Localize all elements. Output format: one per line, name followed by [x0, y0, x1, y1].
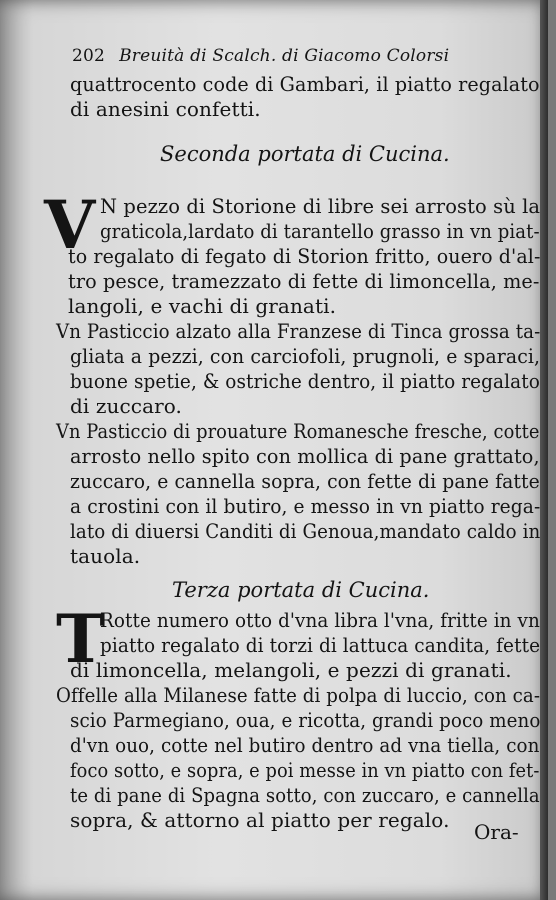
drop-cap-v: V	[44, 186, 96, 264]
text-line: tro pesce, tramezzato di fette di limoncella, me-	[68, 269, 540, 293]
page-edge	[540, 0, 548, 900]
text-line: di zuccaro.	[70, 394, 183, 418]
text-line: scio Parmegiano, oua, e ricotta, grandi poco meno	[70, 708, 541, 732]
drop-cap-t: T	[56, 600, 106, 678]
catchword: Ora-	[474, 820, 519, 844]
text-line: Vn Pasticcio di prouature Romanesche fresche, cotte	[56, 419, 540, 443]
text-line: foco sotto, e sopra, e poi messe in vn piatto con fet-	[70, 758, 540, 782]
text-line: Vn Pasticcio alzato alla Franzese di Tinca grossa ta-	[56, 319, 541, 343]
text-line: buone spetie, & ostriche dentro, il piatto regalato	[70, 369, 540, 393]
text-line: zuccaro, e cannella sopra, con fette di pane fatte	[70, 469, 540, 493]
text-line: N pezzo di Storione di libre sei arrosto sù la	[100, 194, 541, 218]
running-title: Breuità di Scalch. di Giacomo Colorsi	[119, 46, 450, 66]
text-line: Rotte numero otto d'vna libra l'vna, fritte in vn	[100, 608, 540, 632]
text-line: Offelle alla Milanese fatte di polpa di luccio, con ca-	[56, 683, 541, 707]
text-line: gliata a pezzi, con carciofoli, prugnoli, e sparaci,	[70, 344, 541, 368]
section-heading-terza: Terza portata di Cucina.	[172, 578, 430, 602]
text-line: te di pane di Spagna sotto, con zuccaro, e cannella	[70, 783, 540, 807]
text-line: a crostini con il butiro, e messo in vn piatto rega-	[70, 494, 541, 518]
text-line: graticola,lardato di tarantello grasso in vn piat-	[100, 219, 540, 243]
page-number: 202	[72, 46, 106, 66]
text-line: arrosto nello spito con mollica di pane grattato,	[70, 444, 540, 468]
text-line: di anesini confetti.	[70, 97, 261, 121]
text-line: tauola.	[70, 544, 141, 568]
text-line: piatto regalato di torzi di lattuca candita, fette	[100, 633, 541, 657]
text-line: langoli, e vachi di granati.	[68, 294, 337, 318]
text-line: lato di diuersi Canditi di Genoua,mandato caldo in	[70, 519, 541, 543]
text-line: di limoncella, melangoli, e pezzi di granati.	[70, 658, 512, 682]
text-line: to regalato di fegato di Storion fritto, ouero d'al-	[68, 244, 541, 268]
running-head	[72, 46, 512, 66]
text-line: sopra, & attorno al piatto per regalo.	[70, 808, 450, 832]
section-heading-seconda: Seconda portata di Cucina.	[160, 142, 450, 166]
text-line: quattrocento code di Gambari, il piatto regalato	[70, 72, 540, 96]
text-line: d'vn ouo, cotte nel butiro dentro ad vna tiella, con	[70, 733, 540, 757]
